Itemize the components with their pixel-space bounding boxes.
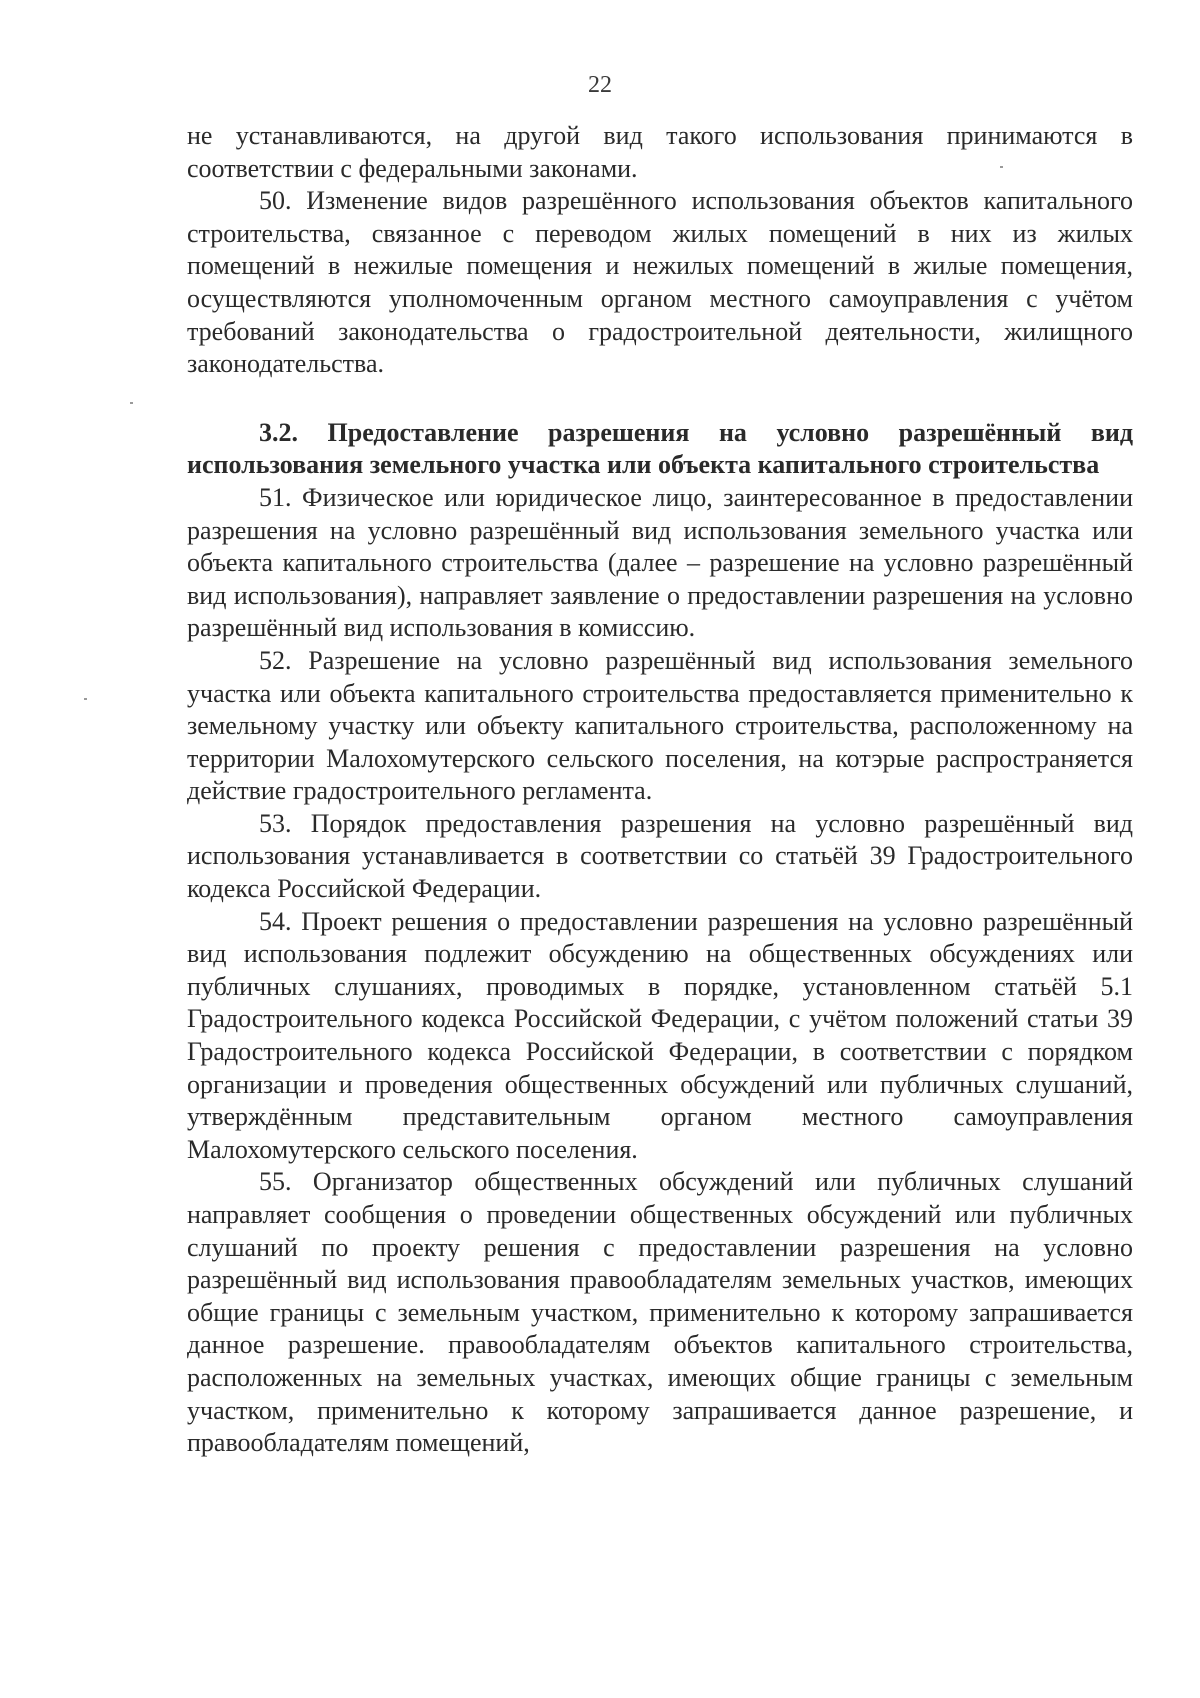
- section-heading-3-2: 3.2. Предоставление разрешения на условно разрешённый вид использования земельного участка или объекта капитального строительства: [187, 417, 1133, 480]
- paragraph-item-50: 50. Изменение видов разрешённого использования объектов капитального строительства, связанное с переводом жилых помещений в них из жилых помещений в нежилые помещения и нежилых помещений в жилые помещения, осуществляются уполномоченным органом местного самоуправления с учётом требований законодательства о градостроительной деятельности, жилищного законодательства.: [187, 186, 1133, 379]
- scan-speck: [130, 402, 133, 404]
- paragraph-item-51: 51. Физическое или юридическое лицо, заинтересованное в предоставлении разрешения на условно разрешённый вид использования земельного участка или объекта капитального строительства (далее – разрешение на условно разрешённый вид использования), направляет заявление о предоставлении разрешения на условно разрешённый вид использования в комиссию.: [187, 482, 1133, 643]
- paragraph-item-55: 55. Организатор общественных обсуждений или публичных слушаний направляет сообщения о проведении общественных обсуждений или публичных слушаний по проекту решения с предоставлении разрешения на условно разрешённый вид использования правообладателям земельных участков, имеющих общие границы с земельным участком, применительно к которому запрашивается данное разрешение. правообладателям объектов капитального строительства, расположенных на земельных участках, имеющих общие границы с земельным участком, применительно к которому запрашивается данное разрешение, и правообладателям помещений,: [187, 1167, 1133, 1458]
- scan-speck: [84, 698, 87, 700]
- paragraph-item-52: 52. Разрешение на условно разрешённый вид использования земельного участка или объекта капитального строительства предоставляется применительно к земельному участку или объекту капитального строительства, расположенному на территории Малохомутерского сельского поселения, на котэрые распространяется действие градостроительного регламента.: [187, 645, 1133, 806]
- paragraph-item-54: 54. Проект решения о предоставлении разрешения на условно разрешённый вид использования подлежит обсуждению на общественных обсуждениях или публичных слушаниях, проводимых в порядке, установленном статьёй 5.1 Градостроительного кодекса Российской Федерации, с учётом положений статьи 39 Градостроительного кодекса Российской Федерации, в соответствии с порядком организации и проведения общественных обсуждений или публичных слушаний, утверждённым представительным органом местного самоуправления Малохомутерского сельского поселения.: [187, 906, 1133, 1164]
- paragraph-continuation: не устанавливаются, на другой вид такого использования принимаются в соответствии с федеральными законами.: [187, 121, 1133, 183]
- document-body: [187, 120, 1133, 1460]
- page-number: 22: [588, 72, 612, 98]
- paragraph-item-53: 53. Порядок предоставления разрешения на условно разрешённый вид использования устанавливается в соответствии со статьёй 39 Градостроительного кодекса Российской Федерации.: [187, 808, 1133, 904]
